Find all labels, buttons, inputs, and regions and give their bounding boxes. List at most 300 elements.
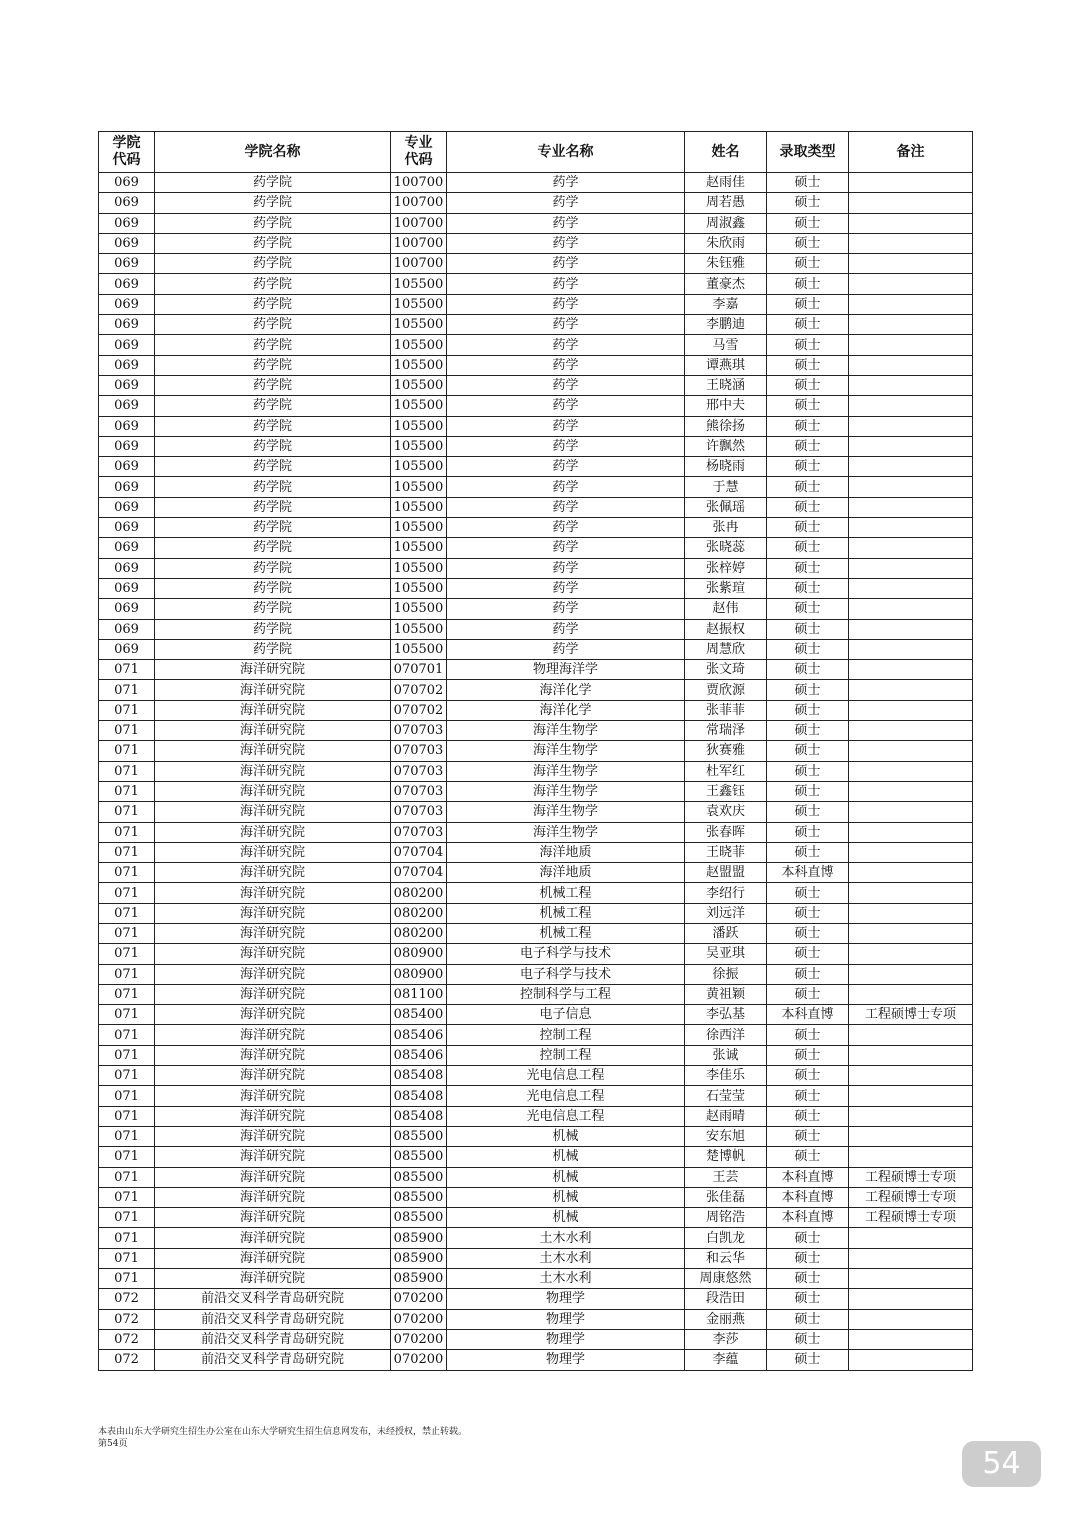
major-code-cell: 105500	[391, 396, 447, 416]
remarks-cell	[849, 396, 973, 416]
college-code-cell: 069	[99, 396, 155, 416]
college-name-cell: 海洋研究院	[155, 964, 391, 984]
college-name-cell: 海洋研究院	[155, 1005, 391, 1025]
college-name-cell: 海洋研究院	[155, 944, 391, 964]
college-code-cell: 069	[99, 497, 155, 517]
remarks-cell	[849, 578, 973, 598]
remarks-cell	[849, 1025, 973, 1045]
college-code-header: 学院 代码	[99, 132, 155, 173]
student-name-cell: 安东旭	[685, 1126, 767, 1146]
major-name-cell: 物理学	[447, 1329, 685, 1349]
major-name-cell: 海洋生物学	[447, 741, 685, 761]
admission-type-cell: 硕士	[767, 680, 849, 700]
college-code-cell: 072	[99, 1289, 155, 1309]
college-name-cell: 药学院	[155, 599, 391, 619]
student-name-cell: 周慧欣	[685, 639, 767, 659]
college-name-cell: 药学院	[155, 396, 391, 416]
remarks-cell	[849, 660, 973, 680]
admission-type-cell: 硕士	[767, 639, 849, 659]
major-code-cell: 070702	[391, 700, 447, 720]
major-name-cell: 药学	[447, 457, 685, 477]
college-code-cell: 072	[99, 1309, 155, 1329]
remarks-cell	[849, 781, 973, 801]
table-row	[99, 619, 973, 639]
major-name-cell: 控制科学与工程	[447, 984, 685, 1004]
college-name-cell: 海洋研究院	[155, 781, 391, 801]
table-row	[99, 233, 973, 253]
remarks-cell: 工程硕博士专项	[849, 1208, 973, 1228]
table-row	[99, 1167, 973, 1187]
student-name-cell: 周若愚	[685, 193, 767, 213]
student-name-cell: 赵振权	[685, 619, 767, 639]
remarks-cell	[849, 700, 973, 720]
college-name-cell: 药学院	[155, 375, 391, 395]
college-code-cell: 069	[99, 213, 155, 233]
admission-type-cell: 本科直博	[767, 1005, 849, 1025]
admission-type-cell: 本科直博	[767, 1187, 849, 1207]
student-name-cell: 张冉	[685, 518, 767, 538]
table-row	[99, 1147, 973, 1167]
major-name-cell: 海洋地质	[447, 863, 685, 883]
college-code-cell: 071	[99, 1066, 155, 1086]
admission-type-cell: 硕士	[767, 1289, 849, 1309]
major-code-cell: 070701	[391, 660, 447, 680]
college-code-cell: 071	[99, 984, 155, 1004]
major-name-cell: 药学	[447, 375, 685, 395]
student-name-cell: 王芸	[685, 1167, 767, 1187]
college-name-cell: 药学院	[155, 518, 391, 538]
student-name-cell: 贾欣源	[685, 680, 767, 700]
student-name-cell: 潘跃	[685, 923, 767, 943]
student-name-cell: 金丽燕	[685, 1309, 767, 1329]
major-name-cell: 药学	[447, 173, 685, 193]
student-name-cell: 张佩瑶	[685, 497, 767, 517]
table-row	[99, 1045, 973, 1065]
college-code-cell: 071	[99, 781, 155, 801]
major-name-cell: 海洋化学	[447, 680, 685, 700]
major-code-cell: 085406	[391, 1025, 447, 1045]
major-code-cell: 085900	[391, 1228, 447, 1248]
college-name-cell: 药学院	[155, 639, 391, 659]
admission-type-cell: 硕士	[767, 396, 849, 416]
college-name-cell: 药学院	[155, 213, 391, 233]
major-code-cell: 100700	[391, 193, 447, 213]
table-row	[99, 1106, 973, 1126]
college-name-cell: 海洋研究院	[155, 883, 391, 903]
college-code-cell: 071	[99, 802, 155, 822]
major-name-cell: 土木水利	[447, 1228, 685, 1248]
major-name-cell: 药学	[447, 355, 685, 375]
admission-table	[98, 131, 973, 1371]
student-name-cell: 赵雨晴	[685, 1106, 767, 1126]
remarks-cell	[849, 1269, 973, 1289]
table-row	[99, 294, 973, 314]
major-name-cell: 药学	[447, 315, 685, 335]
college-code-cell: 071	[99, 944, 155, 964]
student-name-cell: 杜军红	[685, 761, 767, 781]
college-name-cell: 海洋研究院	[155, 700, 391, 720]
college-name-cell: 海洋研究院	[155, 761, 391, 781]
student-name-cell: 王鑫钰	[685, 781, 767, 801]
college-name-cell: 海洋研究院	[155, 1106, 391, 1126]
major-code-cell: 070702	[391, 680, 447, 700]
college-name-cell: 海洋研究院	[155, 741, 391, 761]
table-row	[99, 1269, 973, 1289]
major-name-cell: 电子科学与技术	[447, 964, 685, 984]
student-name-cell: 许飘然	[685, 436, 767, 456]
college-code-cell: 071	[99, 1025, 155, 1045]
table-row	[99, 578, 973, 598]
college-name-cell: 药学院	[155, 335, 391, 355]
admission-type-cell: 硕士	[767, 721, 849, 741]
admission-type-cell: 硕士	[767, 1228, 849, 1248]
major-name-cell: 物理学	[447, 1350, 685, 1370]
remarks-cell	[849, 518, 973, 538]
college-code-cell: 072	[99, 1329, 155, 1349]
student-name-cell: 赵伟	[685, 599, 767, 619]
table-row	[99, 964, 973, 984]
major-code-cell: 085500	[391, 1187, 447, 1207]
student-name-cell: 袁欢庆	[685, 802, 767, 822]
college-name-cell: 海洋研究院	[155, 1025, 391, 1045]
major-code-cell: 070703	[391, 802, 447, 822]
major-name-cell: 机械工程	[447, 923, 685, 943]
student-name-header: 姓名	[685, 132, 767, 173]
student-name-cell: 李鹏迪	[685, 315, 767, 335]
college-name-cell: 海洋研究院	[155, 660, 391, 680]
major-code-cell: 080200	[391, 923, 447, 943]
table-row	[99, 416, 973, 436]
admission-type-cell: 硕士	[767, 599, 849, 619]
admission-type-cell: 硕士	[767, 984, 849, 1004]
college-name-cell: 海洋研究院	[155, 680, 391, 700]
admission-type-cell: 硕士	[767, 436, 849, 456]
table-row	[99, 680, 973, 700]
table-row	[99, 741, 973, 761]
remarks-cell	[849, 375, 973, 395]
college-name-cell: 前沿交叉科学青岛研究院	[155, 1309, 391, 1329]
student-name-cell: 刘远洋	[685, 903, 767, 923]
admission-type-cell: 硕士	[767, 497, 849, 517]
table-row	[99, 1066, 973, 1086]
table-row	[99, 538, 973, 558]
college-code-cell: 071	[99, 842, 155, 862]
major-code-cell: 070704	[391, 842, 447, 862]
table-row	[99, 1005, 973, 1025]
remarks-cell	[849, 1228, 973, 1248]
table-row	[99, 396, 973, 416]
major-name-cell: 机械	[447, 1167, 685, 1187]
major-name-cell: 机械	[447, 1208, 685, 1228]
table-row	[99, 1208, 973, 1228]
college-name-cell: 海洋研究院	[155, 1066, 391, 1086]
admission-type-header: 录取类型	[767, 132, 849, 173]
college-name-cell: 药学院	[155, 457, 391, 477]
college-code-cell: 069	[99, 599, 155, 619]
student-name-cell: 狄赛雅	[685, 741, 767, 761]
admission-type-cell: 硕士	[767, 1025, 849, 1045]
table-row	[99, 497, 973, 517]
college-name-cell: 海洋研究院	[155, 842, 391, 862]
major-code-header: 专业 代码	[391, 132, 447, 173]
major-name-cell: 药学	[447, 538, 685, 558]
admission-type-cell: 硕士	[767, 781, 849, 801]
admission-type-cell: 硕士	[767, 173, 849, 193]
admission-type-cell: 硕士	[767, 842, 849, 862]
table-row	[99, 599, 973, 619]
admission-type-cell: 硕士	[767, 193, 849, 213]
college-code-cell: 071	[99, 741, 155, 761]
student-name-cell: 吴亚琪	[685, 944, 767, 964]
major-code-cell: 100700	[391, 233, 447, 253]
remarks-cell	[849, 984, 973, 1004]
admission-type-cell: 硕士	[767, 1147, 849, 1167]
college-name-cell: 海洋研究院	[155, 923, 391, 943]
major-name-cell: 海洋化学	[447, 700, 685, 720]
major-code-cell: 105500	[391, 274, 447, 294]
remarks-cell	[849, 1289, 973, 1309]
remarks-cell: 工程硕博士专项	[849, 1167, 973, 1187]
admission-type-cell: 硕士	[767, 1066, 849, 1086]
major-name-cell: 海洋生物学	[447, 761, 685, 781]
major-name-cell: 药学	[447, 599, 685, 619]
admission-type-cell: 硕士	[767, 964, 849, 984]
remarks-cell	[849, 619, 973, 639]
student-name-cell: 王晓涵	[685, 375, 767, 395]
college-code-cell: 071	[99, 883, 155, 903]
remarks-cell	[849, 416, 973, 436]
remarks-cell	[849, 355, 973, 375]
major-code-cell: 085500	[391, 1147, 447, 1167]
college-code-cell: 071	[99, 863, 155, 883]
remarks-cell	[849, 883, 973, 903]
table-row	[99, 822, 973, 842]
admission-type-cell: 硕士	[767, 457, 849, 477]
college-name-cell: 药学院	[155, 315, 391, 335]
admission-type-cell: 硕士	[767, 294, 849, 314]
remarks-cell	[849, 1126, 973, 1146]
page-label: 第54页	[98, 1439, 128, 1449]
college-code-cell: 069	[99, 274, 155, 294]
admission-type-cell: 硕士	[767, 1106, 849, 1126]
major-code-cell: 085400	[391, 1005, 447, 1025]
remarks-cell	[849, 741, 973, 761]
college-name-cell: 药学院	[155, 355, 391, 375]
remarks-cell	[849, 193, 973, 213]
college-name-cell: 药学院	[155, 254, 391, 274]
major-name-cell: 海洋生物学	[447, 781, 685, 801]
major-name-cell: 药学	[447, 619, 685, 639]
college-code-cell: 071	[99, 923, 155, 943]
student-name-cell: 张晓蕊	[685, 538, 767, 558]
remarks-cell	[849, 639, 973, 659]
major-name-cell: 物理学	[447, 1289, 685, 1309]
student-name-cell: 段浩田	[685, 1289, 767, 1309]
remarks-cell	[849, 1086, 973, 1106]
college-code-cell: 071	[99, 1248, 155, 1268]
college-code-cell: 072	[99, 1350, 155, 1370]
major-name-cell: 机械	[447, 1187, 685, 1207]
major-name-cell: 控制工程	[447, 1025, 685, 1045]
footer	[98, 1426, 467, 1450]
college-code-cell: 069	[99, 254, 155, 274]
remarks-cell	[849, 863, 973, 883]
admission-type-cell: 硕士	[767, 375, 849, 395]
remarks-cell	[849, 761, 973, 781]
college-code-cell: 071	[99, 1045, 155, 1065]
admission-type-cell: 硕士	[767, 1248, 849, 1268]
admission-type-cell: 硕士	[767, 315, 849, 335]
admission-type-cell: 硕士	[767, 213, 849, 233]
table-row	[99, 903, 973, 923]
remarks-cell	[849, 233, 973, 253]
table-row	[99, 1289, 973, 1309]
remarks-header: 备注	[849, 132, 973, 173]
table-row	[99, 781, 973, 801]
admission-type-cell: 硕士	[767, 822, 849, 842]
major-code-cell: 105500	[391, 315, 447, 335]
table-row	[99, 375, 973, 395]
admission-type-cell: 硕士	[767, 741, 849, 761]
remarks-cell: 工程硕博士专项	[849, 1005, 973, 1025]
admission-type-cell: 硕士	[767, 1045, 849, 1065]
major-code-cell: 105500	[391, 599, 447, 619]
admission-type-cell: 硕士	[767, 233, 849, 253]
table-row	[99, 761, 973, 781]
page-number-badge: 54	[962, 1441, 1041, 1487]
major-code-cell: 085500	[391, 1167, 447, 1187]
student-name-cell: 董豪杰	[685, 274, 767, 294]
admission-type-cell: 硕士	[767, 1309, 849, 1329]
major-code-cell: 085500	[391, 1208, 447, 1228]
major-name-cell: 物理学	[447, 1309, 685, 1329]
major-name-cell: 机械工程	[447, 883, 685, 903]
college-code-cell: 069	[99, 335, 155, 355]
college-name-cell: 海洋研究院	[155, 984, 391, 1004]
major-code-cell: 105500	[391, 639, 447, 659]
college-code-cell: 071	[99, 761, 155, 781]
college-code-cell: 069	[99, 639, 155, 659]
table-row	[99, 1248, 973, 1268]
table-row	[99, 558, 973, 578]
major-name-cell: 药学	[447, 233, 685, 253]
major-name-cell: 土木水利	[447, 1269, 685, 1289]
remarks-cell	[849, 294, 973, 314]
student-name-cell: 赵盟盟	[685, 863, 767, 883]
college-name-cell: 海洋研究院	[155, 1208, 391, 1228]
student-name-cell: 李蕴	[685, 1350, 767, 1370]
college-code-cell: 071	[99, 1126, 155, 1146]
major-name-cell: 药学	[447, 416, 685, 436]
admission-type-cell: 本科直博	[767, 1208, 849, 1228]
major-name-header: 专业名称	[447, 132, 685, 173]
major-code-cell: 085408	[391, 1106, 447, 1126]
major-name-cell: 海洋生物学	[447, 802, 685, 822]
remarks-cell	[849, 315, 973, 335]
major-name-cell: 光电信息工程	[447, 1106, 685, 1126]
college-name-cell: 海洋研究院	[155, 1187, 391, 1207]
student-name-cell: 徐振	[685, 964, 767, 984]
major-name-cell: 药学	[447, 294, 685, 314]
remarks-cell	[849, 457, 973, 477]
admission-type-cell: 硕士	[767, 1269, 849, 1289]
admission-type-cell: 硕士	[767, 619, 849, 639]
admission-type-cell: 硕士	[767, 660, 849, 680]
major-name-cell: 光电信息工程	[447, 1086, 685, 1106]
remarks-cell	[849, 1066, 973, 1086]
admission-type-cell: 硕士	[767, 578, 849, 598]
remarks-cell	[849, 802, 973, 822]
major-name-cell: 药学	[447, 639, 685, 659]
college-code-cell: 069	[99, 619, 155, 639]
major-code-cell: 070200	[391, 1309, 447, 1329]
major-code-cell: 085900	[391, 1269, 447, 1289]
table-row	[99, 1025, 973, 1045]
major-code-cell: 105500	[391, 477, 447, 497]
college-code-cell: 071	[99, 680, 155, 700]
remarks-cell	[849, 1329, 973, 1349]
admission-type-cell: 硕士	[767, 1086, 849, 1106]
table-row	[99, 1187, 973, 1207]
remarks-cell	[849, 254, 973, 274]
major-name-cell: 海洋生物学	[447, 822, 685, 842]
table-row	[99, 923, 973, 943]
remarks-cell	[849, 477, 973, 497]
admission-type-cell: 本科直博	[767, 863, 849, 883]
major-code-cell: 105500	[391, 375, 447, 395]
student-name-cell: 朱钰雅	[685, 254, 767, 274]
college-code-cell: 071	[99, 1187, 155, 1207]
table-row	[99, 1228, 973, 1248]
major-code-cell: 105500	[391, 416, 447, 436]
college-code-cell: 069	[99, 375, 155, 395]
major-code-cell: 085406	[391, 1045, 447, 1065]
college-code-cell: 071	[99, 1086, 155, 1106]
major-code-cell: 070703	[391, 761, 447, 781]
remarks-cell	[849, 964, 973, 984]
major-code-cell: 070200	[391, 1289, 447, 1309]
major-code-cell: 105500	[391, 518, 447, 538]
table-row	[99, 193, 973, 213]
table-row	[99, 315, 973, 335]
major-name-cell: 药学	[447, 497, 685, 517]
college-name-cell: 海洋研究院	[155, 903, 391, 923]
major-code-cell: 080900	[391, 944, 447, 964]
student-name-cell: 和云华	[685, 1248, 767, 1268]
remarks-cell	[849, 274, 973, 294]
student-name-cell: 李佳乐	[685, 1066, 767, 1086]
college-name-cell: 药学院	[155, 193, 391, 213]
admission-type-cell: 硕士	[767, 1350, 849, 1370]
remarks-cell	[849, 173, 973, 193]
student-name-cell: 周康悠然	[685, 1269, 767, 1289]
college-code-cell: 071	[99, 822, 155, 842]
admission-type-cell: 硕士	[767, 944, 849, 964]
college-name-cell: 前沿交叉科学青岛研究院	[155, 1350, 391, 1370]
college-code-cell: 069	[99, 558, 155, 578]
student-name-cell: 于慧	[685, 477, 767, 497]
table-header-row	[99, 132, 973, 173]
table-row	[99, 639, 973, 659]
college-name-cell: 药学院	[155, 558, 391, 578]
college-name-cell: 前沿交叉科学青岛研究院	[155, 1289, 391, 1309]
remarks-cell	[849, 1106, 973, 1126]
student-name-cell: 李嘉	[685, 294, 767, 314]
major-code-cell: 081100	[391, 984, 447, 1004]
college-code-cell: 069	[99, 294, 155, 314]
remarks-cell	[849, 680, 973, 700]
college-name-cell: 海洋研究院	[155, 1228, 391, 1248]
